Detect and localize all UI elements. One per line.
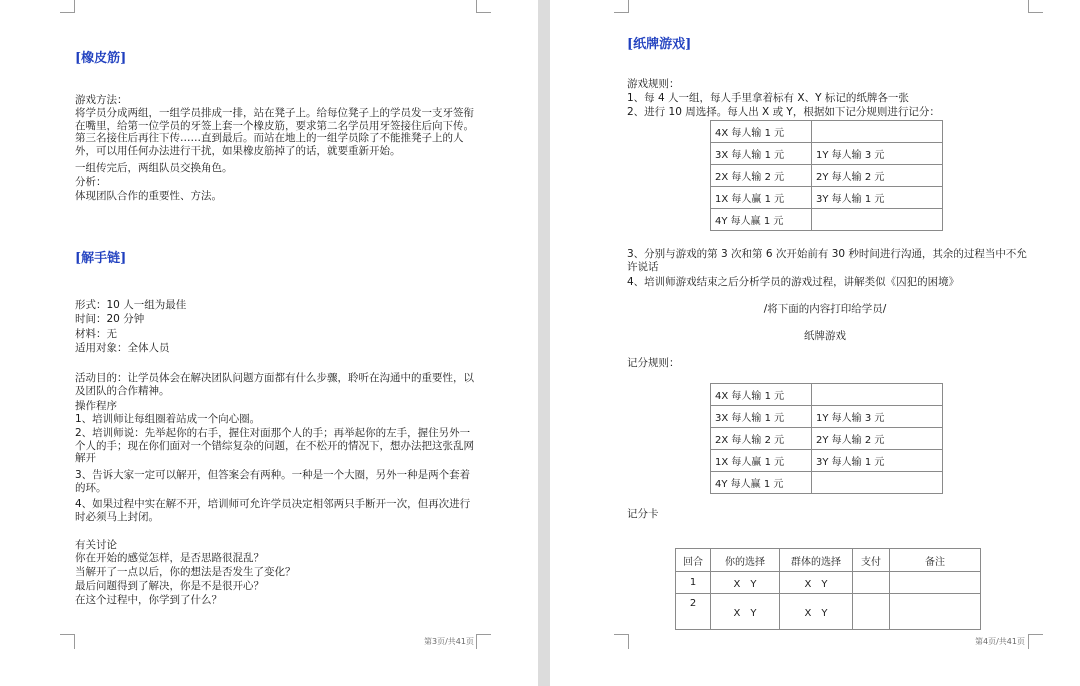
- discussion-item: 最后问题得到了解决，你是不是很开心？: [75, 580, 264, 592]
- table-cell: 2Y 每人输 2 元: [812, 428, 943, 450]
- table-row: [711, 472, 943, 494]
- table-cell: [812, 472, 943, 494]
- table-row: [711, 187, 943, 209]
- table-cell: 1X 每人赢 1 元: [711, 187, 812, 209]
- discussion-item: 你在开始的感觉怎样，是否思路很混乱？: [75, 552, 264, 564]
- table-cell: 1Y 每人输 3 元: [812, 143, 943, 165]
- table-header: 群体的选择: [780, 549, 853, 572]
- table-header: 回合: [676, 549, 711, 572]
- crop-mark: [1028, 0, 1043, 13]
- rule-item: 4、培训师游戏结束之后分析学员的游戏过程，讲解类似《囚犯的困境》: [627, 276, 960, 288]
- crop-mark: [614, 0, 629, 13]
- rule-item: 1、每 4 人一组，每人手里拿着标有 X、Y 标记的纸牌各一张: [627, 92, 909, 104]
- crop-mark: [614, 634, 629, 649]
- table-header: 支付: [853, 549, 890, 572]
- document-page-4: [550, 0, 1080, 686]
- info-line: 形式：10 人一组为最佳: [75, 299, 187, 311]
- table-row: [676, 594, 981, 630]
- table-cell: X Y: [711, 572, 780, 594]
- crop-mark: [1028, 634, 1043, 649]
- page-footer: 第4页/共41页: [975, 637, 1025, 646]
- table-row: [711, 384, 943, 406]
- steps-label: 操作程序: [75, 400, 117, 412]
- discussion-item: 当解开了一点以后，你的想法是否发生了变化？: [75, 566, 296, 578]
- table-cell: 2X 每人输 2 元: [711, 428, 812, 450]
- table-cell: [890, 594, 981, 630]
- table-header: 备注: [890, 549, 981, 572]
- score-rules-table: [710, 120, 943, 231]
- table-cell: 4Y 每人赢 1 元: [711, 209, 812, 231]
- table-cell: X Y: [780, 572, 853, 594]
- info-line: 材料：无: [75, 328, 117, 340]
- table-row: [711, 121, 943, 143]
- discussion-item: 在这个过程中，你学到了什么？: [75, 594, 222, 606]
- table-cell: 1: [676, 572, 711, 594]
- section-title-rubber-band: [橡皮筋]: [75, 51, 127, 66]
- table-cell: [890, 572, 981, 594]
- table-row: [676, 572, 981, 594]
- table-row: [711, 165, 943, 187]
- table-row: [711, 143, 943, 165]
- table-cell: 4X 每人输 1 元: [711, 384, 812, 406]
- score-rules-table-handout: [710, 383, 943, 494]
- crop-mark: [476, 634, 491, 649]
- table-row: [711, 406, 943, 428]
- purpose-text: 活动目的：让学员体会在解决团队问题方面都有什么步骤，聆听在沟通中的重要性，以及团队的合作精神。: [75, 372, 474, 397]
- crop-mark: [60, 0, 75, 13]
- handout-title: 纸牌游戏: [804, 330, 846, 342]
- table-cell: [853, 572, 890, 594]
- table-cell: 1X 每人赢 1 元: [711, 450, 812, 472]
- table-header: 你的选择: [711, 549, 780, 572]
- score-rules-label: 记分规则：: [627, 357, 680, 369]
- step-item: 2、培训师说：先举起你的右手，握住对面那个人的手；再举起你的左手，握住另外一个人的手；现在你们面对一个错综复杂的问题，在不松开的情况下，想办法把这张乱网解开: [75, 427, 474, 465]
- table-cell: 3Y 每人输 1 元: [812, 450, 943, 472]
- table-cell: 2: [676, 594, 711, 630]
- method-label: 游戏方法：: [75, 94, 128, 106]
- score-card-label: 记分卡: [627, 508, 659, 520]
- step-item: 4、如果过程中实在解不开，培训师可允许学员决定相邻两只手断开一次，但再次进行时必须马上封闭。: [75, 498, 471, 523]
- table-cell: 3X 每人输 1 元: [711, 406, 812, 428]
- method-text: 将学员分成两组，一组学员排成一排，站在凳子上。给每位凳子上的学员发一支牙签衔在嘴里，给第一位学员的牙签上套一个橡皮筋，要求第二名学员用牙签接住后向下传。第三名接住后再往下传……直到最后。而站在地上的一组学员除了不能推凳子上的人外，可以用任何办法进行干扰，如果橡皮筋掉了的话，就要重新开始。: [75, 107, 474, 157]
- analysis-text: 体现团队合作的重要性、方法。: [75, 190, 222, 202]
- section-title-hand-chain: [解手链]: [75, 251, 127, 266]
- table-cell: 1Y 每人输 3 元: [812, 406, 943, 428]
- print-note: /将下面的内容打印给学员/: [763, 303, 887, 315]
- table-row: [711, 209, 943, 231]
- score-card-table: [675, 548, 981, 630]
- table-row: [711, 450, 943, 472]
- crop-mark: [476, 0, 491, 13]
- table-header-row: [676, 549, 981, 572]
- analysis-label: 分析：: [75, 176, 107, 188]
- table-cell: [812, 209, 943, 231]
- discussion-label: 有关讨论: [75, 539, 117, 551]
- rules-label: 游戏规则：: [627, 78, 680, 90]
- step-item: 3、告诉大家一定可以解开，但答案会有两种。一种是一个大圈，另外一种是两个套着的环。: [75, 469, 471, 494]
- table-cell: [853, 594, 890, 630]
- table-cell: [812, 384, 943, 406]
- table-cell: [812, 121, 943, 143]
- section-title-card-game: [纸牌游戏]: [627, 37, 692, 52]
- document-page-3: [0, 0, 538, 686]
- step-item: 1、培训师让每组圈着站成一个向心圈。: [75, 413, 261, 425]
- info-line: 时间：20 分钟: [75, 313, 145, 325]
- table-cell: 3X 每人输 1 元: [711, 143, 812, 165]
- table-cell: 2Y 每人输 2 元: [812, 165, 943, 187]
- crop-mark: [60, 634, 75, 649]
- table-cell: X Y: [711, 594, 780, 630]
- info-line: 适用对象：全体人员: [75, 342, 170, 354]
- table-cell: 4X 每人输 1 元: [711, 121, 812, 143]
- table-cell: X Y: [780, 594, 853, 630]
- table-cell: 2X 每人输 2 元: [711, 165, 812, 187]
- rule-item: 3、分别与游戏的第 3 次和第 6 次开始前有 30 秒时间进行沟通，其余的过程当中不允许说话: [627, 248, 1027, 273]
- swap-text: 一组传完后，两组队员交换角色。: [75, 162, 233, 174]
- table-cell: 3Y 每人输 1 元: [812, 187, 943, 209]
- table-row: [711, 428, 943, 450]
- rule-item: 2、进行 10 周选择。每人出 X 或 Y，根据如下记分规则进行记分：: [627, 106, 940, 118]
- table-cell: 4Y 每人赢 1 元: [711, 472, 812, 494]
- page-footer: 第3页/共41页: [424, 637, 474, 646]
